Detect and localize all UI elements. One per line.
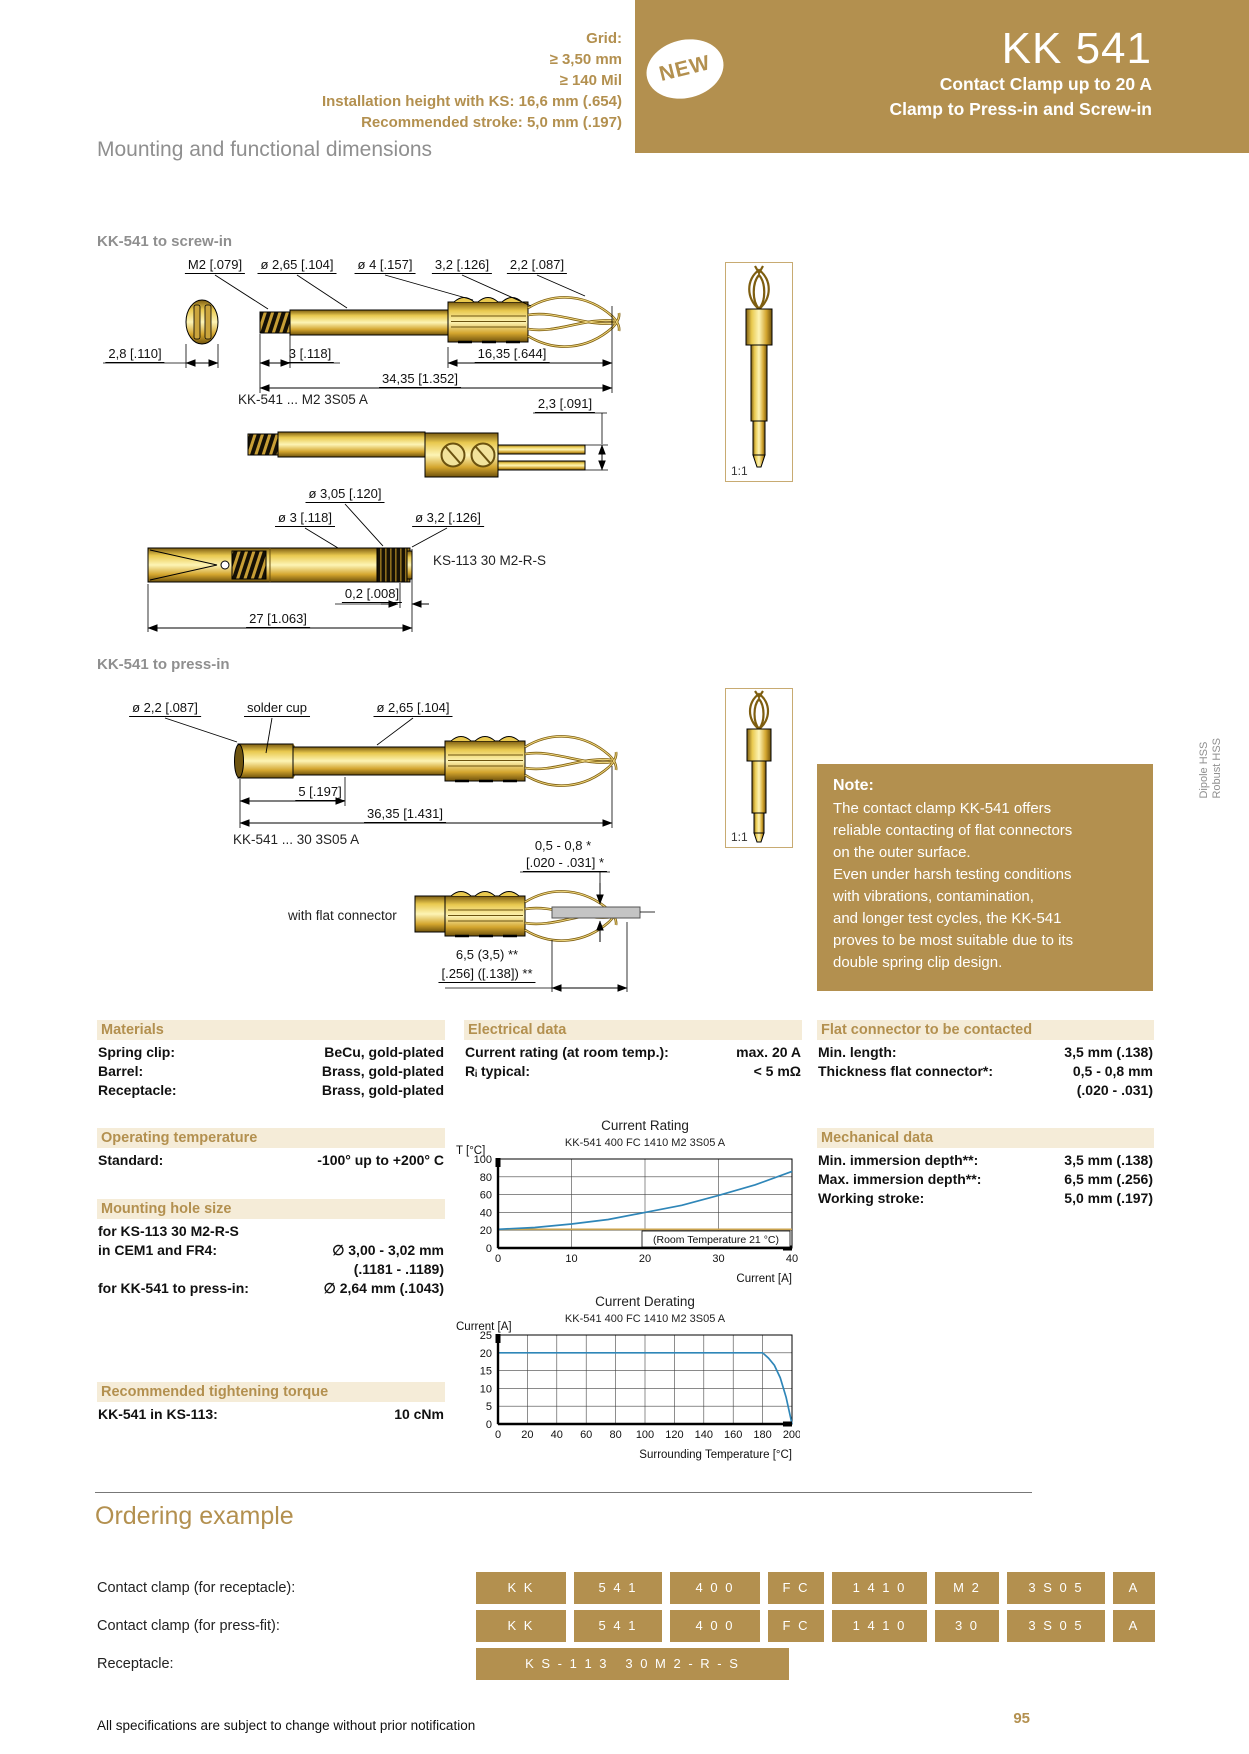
ordering-row-label: Contact clamp (for press-fit):: [97, 1618, 280, 1634]
spec-row: [97, 1405, 445, 1424]
spec-section-title: Flat connector to be contacted: [817, 1020, 1154, 1040]
spec-label: Thickness flat connector*:: [818, 1063, 994, 1079]
dimension-label: 2,8 [.110]: [105, 346, 164, 363]
note-line: with vibrations, contamination,: [833, 888, 1034, 905]
section-tightening-torque: [97, 1382, 445, 1424]
part-number-label: KS-113 30 M2-R-S: [433, 553, 547, 568]
spec-value: 10 cNm: [394, 1406, 444, 1422]
spec-row: [97, 1279, 445, 1298]
svg-text:0: 0: [494, 1253, 502, 1265]
svg-text:0: 0: [494, 1429, 502, 1441]
spec-label: Receptacle:: [98, 1082, 177, 1098]
svg-text:40: 40: [550, 1429, 563, 1441]
ordering-row-label: Receptacle:: [97, 1656, 174, 1672]
note-title: Note:: [833, 777, 874, 794]
svg-text:60: 60: [580, 1429, 593, 1441]
header-spec-line: ≥ 140 Mil: [559, 72, 622, 89]
note-line: proves to be most suitable due to its: [833, 932, 1074, 949]
note-text: [833, 798, 1137, 974]
screw-in-heading: KK-541 to screw-in: [97, 233, 233, 250]
dimension-label: 34,35 [1.352]: [379, 371, 461, 388]
dimension-label: M2 [.079]: [185, 257, 245, 274]
ordering-code-row: [476, 1610, 1155, 1642]
scale-label: 1:1: [731, 830, 748, 844]
spec-value: ∅ 2,64 mm (.1043): [323, 1280, 444, 1296]
svg-text:(Room Temperature 21 °C): (Room Temperature 21 °C): [653, 1234, 779, 1246]
spec-value: < 5 mΩ: [753, 1063, 801, 1079]
dimension-label: 3,2 [.126]: [432, 257, 492, 274]
svg-text:200: 200: [782, 1429, 800, 1441]
spec-label: Barrel:: [98, 1063, 144, 1079]
dimension-label: 0,2 [.008]: [342, 586, 402, 603]
dimension-label: solder cup: [244, 700, 310, 717]
spec-label: Max. immersion depth**:: [818, 1171, 982, 1187]
section-electrical-data: [464, 1020, 802, 1081]
spec-value: 3,5 mm (.138): [1064, 1152, 1153, 1168]
spec-row: [817, 1062, 1154, 1081]
header-spec-list: [200, 28, 622, 133]
spec-value: 6,5 mm (.256): [1064, 1171, 1153, 1187]
svg-text:100: 100: [635, 1429, 655, 1441]
svg-text:100: 100: [473, 1154, 492, 1166]
spec-row: [97, 1260, 445, 1279]
dimension-label: ø 3,05 [.120]: [306, 486, 385, 503]
svg-text:Surrounding Temperature [°C]: Surrounding Temperature [°C]: [639, 1449, 792, 1461]
spec-label: Current rating (at room temp.):: [465, 1044, 669, 1060]
spec-value: Brass, gold-plated: [321, 1063, 444, 1079]
spec-row: [97, 1081, 445, 1100]
product-header: [635, 0, 1249, 153]
scale-label: 1:1: [731, 464, 748, 478]
product-title: KK 541: [1001, 24, 1152, 73]
note-line: double spring clip design.: [833, 954, 1003, 971]
spec-value: 0,5 - 0,8 mm: [1072, 1063, 1153, 1079]
dimension-label: 5 [.197]: [295, 784, 344, 801]
svg-text:20: 20: [638, 1253, 652, 1265]
ordering-divider: [95, 1492, 1032, 1493]
footer-disclaimer: All specifications are subject to change without prior notification: [97, 1718, 476, 1733]
svg-text:20: 20: [479, 1225, 492, 1238]
note-line: on the outer surface.: [833, 844, 971, 861]
svg-text:0: 0: [485, 1419, 492, 1431]
dimension-label: 6,5 (3,5) **: [455, 947, 519, 962]
press-in-heading: KK-541 to press-in: [97, 656, 230, 673]
ordering-code-segment: 4 0 0: [670, 1572, 760, 1604]
spec-row: [817, 1081, 1154, 1100]
dimension-label: ø 3,2 [.126]: [412, 510, 484, 527]
dimension-label: 2,3 [.091]: [535, 396, 595, 413]
spec-section-title: Operating temperature: [97, 1128, 445, 1148]
svg-text:5: 5: [485, 1401, 492, 1414]
ordering-code-segment: 5 4 1: [574, 1572, 662, 1604]
svg-text:80: 80: [609, 1429, 622, 1441]
ordering-code-segment: F C: [768, 1572, 824, 1604]
dimension-label: ø 2,65 [.104]: [374, 700, 453, 717]
ordering-row-label: Contact clamp (for receptacle):: [97, 1580, 296, 1596]
spec-row: [464, 1043, 802, 1062]
spec-label: Min. length:: [818, 1044, 897, 1060]
spec-section-title: Mechanical data: [817, 1128, 1154, 1148]
ordering-code-row: [476, 1572, 1155, 1604]
spec-value: 5,0 mm (.197): [1064, 1190, 1153, 1206]
spec-value: BeCu, gold-plated: [324, 1044, 444, 1060]
product-tagline-2: Clamp to Press-in and Screw-in: [889, 99, 1152, 119]
svg-text:20: 20: [479, 1347, 492, 1360]
svg-text:0: 0: [485, 1243, 492, 1255]
spec-value: 3,5 mm (.138): [1064, 1044, 1153, 1060]
svg-text:140: 140: [694, 1429, 713, 1441]
svg-text:Current Rating: Current Rating: [601, 1118, 689, 1133]
ordering-code-segment: F C: [768, 1610, 824, 1642]
spec-section-title: Mounting hole size: [97, 1199, 445, 1219]
part-number-label: KK-541 ... 30 3S05 A: [233, 832, 360, 847]
note-line: Even under harsh testing conditions: [833, 866, 1072, 883]
part-number-label: with flat connector: [288, 908, 397, 923]
note-line: reliable contacting of flat connectors: [833, 822, 1073, 839]
spec-label: for KK-541 to press-in:: [98, 1280, 249, 1296]
dimension-label: 3 [.118]: [286, 346, 334, 363]
ordering-code-segment: 3 0: [935, 1610, 999, 1642]
spec-label: Working stroke:: [818, 1190, 925, 1206]
spec-value: ∅ 3,00 - 3,02 mm: [332, 1242, 444, 1258]
ordering-code-segment: 1 4 1 0: [832, 1610, 927, 1642]
ordering-code-segment: 3 S 0 5: [1007, 1572, 1105, 1604]
spec-row: [817, 1151, 1154, 1170]
dimension-label: 36,35 [1.431]: [364, 806, 446, 823]
spec-label: Standard:: [98, 1152, 164, 1168]
section-operating-temperature: [97, 1128, 445, 1170]
chart-current-derating: [448, 1290, 800, 1467]
spec-row: [97, 1222, 445, 1241]
header-spec-line: Installation height with KS: 16,6 mm (.654): [321, 93, 622, 110]
spec-row: [817, 1043, 1154, 1062]
svg-text:30: 30: [712, 1253, 725, 1265]
svg-text:15: 15: [479, 1365, 492, 1378]
svg-text:120: 120: [665, 1429, 684, 1441]
svg-text:40: 40: [785, 1253, 799, 1265]
spec-row: [97, 1241, 445, 1260]
note-line: The contact clamp KK-541 offers: [833, 800, 1052, 817]
dimension-label: [.256] ([.138]) **: [438, 966, 535, 983]
dimension-label: ø 2,65 [.104]: [258, 257, 337, 274]
svg-text:60: 60: [479, 1189, 492, 1202]
dimension-label: 0,5 - 0,8 *: [534, 838, 592, 853]
section-flat-connector: [817, 1020, 1154, 1100]
side-tab-label: Robust HSS: [1211, 738, 1223, 799]
svg-text:10: 10: [479, 1383, 492, 1396]
svg-text:T [°C]: T [°C]: [456, 1145, 486, 1157]
header-spec-line: Recommended stroke: 5,0 mm (.197): [361, 114, 622, 131]
spec-label: for KS-113 30 M2-R-S: [98, 1223, 239, 1239]
product-tagline-1: Contact Clamp up to 20 A: [939, 74, 1152, 94]
svg-text:25: 25: [479, 1330, 492, 1342]
svg-text:KK-541 400 FC 1410 M2 3S05 A: KK-541 400 FC 1410 M2 3S05 A: [564, 1137, 726, 1149]
spec-label: KK-541 in KS-113:: [98, 1406, 218, 1422]
svg-text:10: 10: [565, 1253, 578, 1265]
svg-text:180: 180: [753, 1429, 772, 1441]
side-tab-label: Dipole HSS: [1198, 741, 1210, 799]
ordering-code-segment: 3 S 0 5: [1007, 1610, 1105, 1642]
svg-text:Current [A]: Current [A]: [736, 1273, 792, 1285]
section-mechanical-data: [817, 1128, 1154, 1208]
spec-label: Spring clip:: [98, 1044, 175, 1060]
section-materials: [97, 1020, 445, 1100]
ordering-heading: Ordering example: [95, 1502, 294, 1530]
svg-text:Current Derating: Current Derating: [595, 1294, 695, 1309]
spec-label: Min. immersion depth**:: [818, 1152, 979, 1168]
svg-text:40: 40: [479, 1207, 492, 1220]
dimension-label: 16,35 [.644]: [475, 346, 550, 363]
spec-label: in CEM1 and FR4:: [98, 1242, 218, 1258]
dimension-label: 2,2 [.087]: [507, 257, 567, 274]
ordering-code-segment: M 2: [935, 1572, 999, 1604]
spec-label: Rᵢ typical:: [465, 1063, 530, 1079]
spec-value: (.1181 - .1189): [353, 1261, 444, 1277]
svg-text:20: 20: [521, 1429, 534, 1441]
dimension-label: ø 2,2 [.087]: [129, 700, 201, 717]
dimension-label: ø 4 [.157]: [355, 257, 416, 274]
spec-row: [97, 1062, 445, 1081]
ordering-code-row: [476, 1648, 789, 1680]
spec-section-title: Recommended tightening torque: [97, 1382, 445, 1402]
spec-row: [817, 1170, 1154, 1189]
page-number: 95: [1013, 1710, 1030, 1727]
svg-text:KK-541 400 FC 1410 M2 3S05 A: KK-541 400 FC 1410 M2 3S05 A: [564, 1313, 726, 1325]
dimension-label: [.020 - .031] *: [523, 855, 607, 872]
section-mounting-hole-size: [97, 1199, 445, 1298]
note-line: and longer test cycles, the KK-541: [833, 910, 1062, 927]
dimension-label: 27 [1.063]: [246, 611, 310, 628]
ordering-code-segment: 5 4 1: [574, 1610, 662, 1642]
ordering-code-segment: K K: [476, 1572, 566, 1604]
ordering-code-segment: A: [1113, 1610, 1155, 1642]
ordering-code-segment: 1 4 1 0: [832, 1572, 927, 1604]
side-tab-labels: [1198, 738, 1223, 799]
spec-value: max. 20 A: [736, 1044, 801, 1060]
note-box: [817, 764, 1153, 991]
part-number-label: KK-541 ... M2 3S05 A: [238, 392, 368, 407]
svg-text:Current [A]: Current [A]: [456, 1321, 512, 1333]
spec-section-title: Materials: [97, 1020, 445, 1040]
new-badge-label: NEW: [656, 51, 713, 86]
header-spec-line: ≥ 3,50 mm: [549, 51, 622, 68]
ordering-code-segment: K K: [476, 1610, 566, 1642]
svg-text:160: 160: [724, 1429, 743, 1441]
spec-row: [817, 1189, 1154, 1208]
ordering-code-segment: A: [1113, 1572, 1155, 1604]
spec-row: [464, 1062, 802, 1081]
header-spec-line: Grid:: [586, 30, 622, 47]
svg-text:80: 80: [479, 1171, 492, 1184]
dimension-label: ø 3 [.118]: [275, 510, 335, 527]
spec-value: -100° up to +200° C: [317, 1152, 444, 1168]
page-title: Mounting and functional dimensions: [97, 138, 433, 161]
spec-value: (.020 - .031): [1076, 1082, 1153, 1098]
spec-section-title: Electrical data: [464, 1020, 802, 1040]
spec-row: [97, 1043, 445, 1062]
chart-current-rating: [448, 1114, 800, 1291]
spec-row: [97, 1151, 445, 1170]
ordering-code-segment: 4 0 0: [670, 1610, 760, 1642]
technical-drawing: [95, 220, 805, 1010]
spec-value: Brass, gold-plated: [321, 1082, 444, 1098]
ordering-code-segment: K S - 1 1 3 3 0 M 2 - R - S: [476, 1648, 789, 1680]
